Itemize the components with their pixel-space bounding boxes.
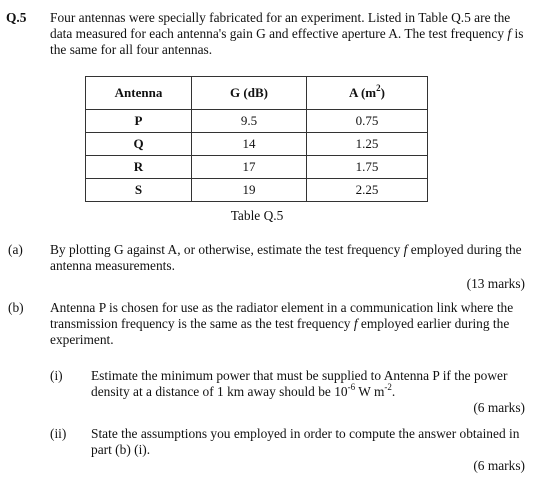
table-row bbox=[86, 156, 428, 179]
part-b-ii-text: State the assumptions you employed in order to compute the answer obtained in part (b) (i). bbox=[91, 426, 520, 457]
header-antenna: Antenna bbox=[86, 77, 192, 110]
cell-gain: 17 bbox=[192, 156, 307, 179]
cell-aperture: 1.25 bbox=[307, 133, 428, 156]
header-gain: G (dB) bbox=[192, 77, 307, 110]
cell-antenna: P bbox=[86, 110, 192, 133]
part-a-label: (a) bbox=[8, 242, 23, 257]
power-unit: W m bbox=[355, 384, 385, 399]
question-intro-text-2: is the same for all four antennas. bbox=[50, 26, 524, 57]
header-aperture-base: A (m bbox=[349, 85, 377, 100]
question-intro-text-1: Four antennas were specially fabricated for an experiment. Listed in Table Q.5 are the data measured for each antenna's gain G and effective aperture A. The test frequency bbox=[50, 10, 511, 41]
part-b-label: (b) bbox=[8, 300, 24, 315]
table-row bbox=[86, 179, 428, 202]
part-b-ii-label: (ii) bbox=[50, 426, 67, 441]
part-b-text bbox=[50, 300, 528, 348]
table-row bbox=[86, 110, 428, 133]
table-caption: Table Q.5 bbox=[230, 208, 284, 223]
cell-antenna: R bbox=[86, 156, 192, 179]
part-a-text bbox=[50, 242, 525, 274]
part-a-marks: (13 marks) bbox=[466, 276, 525, 291]
header-aperture bbox=[307, 77, 428, 110]
cell-antenna: Q bbox=[86, 133, 192, 156]
part-b-i-label: (i) bbox=[50, 368, 63, 383]
header-aperture-exponent: 2 bbox=[376, 82, 381, 93]
part-b-i-text-1: Estimate the minimum power that must be supplied to Antenna P if the power density at a distance of 1 km away should be 10 bbox=[91, 368, 508, 399]
part-b-i-text bbox=[91, 368, 527, 400]
power-exponent: -6 bbox=[347, 381, 356, 392]
cell-gain: 19 bbox=[192, 179, 307, 202]
frequency-variable: f bbox=[507, 26, 512, 41]
frequency-variable: f bbox=[353, 316, 358, 331]
part-b-text-1: Antenna P is chosen for use as the radiator element in a communication link where the transmission frequency is the same as the test frequency bbox=[50, 300, 514, 331]
table-row bbox=[86, 133, 428, 156]
header-aperture-close: ) bbox=[380, 85, 385, 100]
part-b-i-end: . bbox=[391, 384, 396, 399]
part-a-text-1: By plotting G against A, or otherwise, estimate the test frequency bbox=[50, 242, 401, 257]
frequency-variable: f bbox=[403, 242, 408, 257]
cell-gain: 9.5 bbox=[192, 110, 307, 133]
cell-aperture: 0.75 bbox=[307, 110, 428, 133]
part-b-text-2: employed earlier during the experiment. bbox=[50, 316, 510, 347]
cell-gain: 14 bbox=[192, 133, 307, 156]
part-b-ii-marks: (6 marks) bbox=[473, 458, 525, 473]
cell-antenna: S bbox=[86, 179, 192, 202]
question-intro bbox=[50, 10, 530, 58]
part-b-i-marks: (6 marks) bbox=[473, 400, 525, 415]
cell-aperture: 1.75 bbox=[307, 156, 428, 179]
antenna-data-table bbox=[85, 76, 428, 202]
question-number: Q.5 bbox=[6, 10, 27, 25]
table-header-row bbox=[86, 77, 428, 110]
part-a-text-2: employed during the antenna measurements. bbox=[50, 242, 522, 273]
cell-aperture: 2.25 bbox=[307, 179, 428, 202]
unit-exponent: -2 bbox=[384, 381, 392, 392]
